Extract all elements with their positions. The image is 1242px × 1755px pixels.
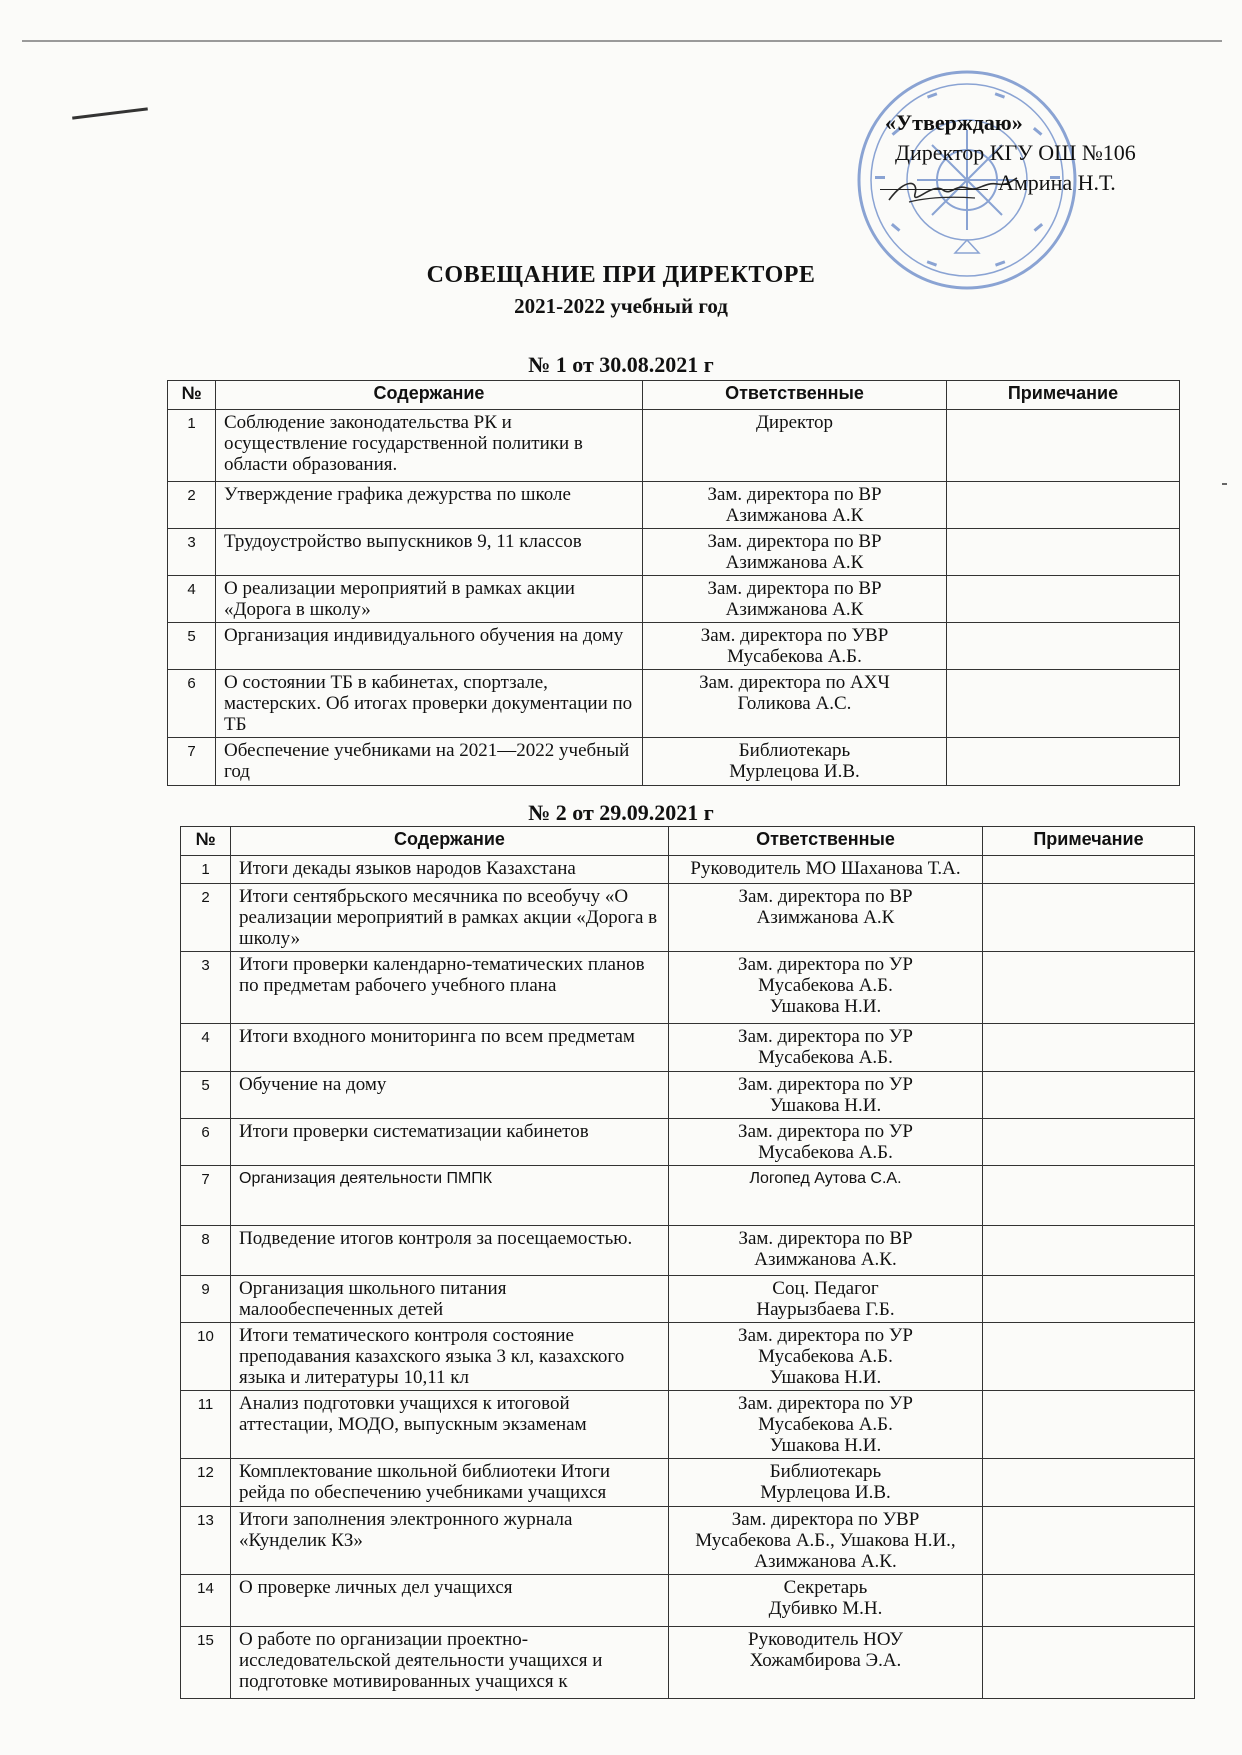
approval-block [860,108,1200,198]
row-note [983,1507,1195,1575]
approval-position: Директор КГУ ОШ №106 [895,140,1136,165]
row-note [947,529,1180,576]
row-number: 2 [168,482,216,529]
row-number: 11 [181,1391,231,1459]
table-row [181,1507,1195,1575]
table-row [181,1276,1195,1323]
row-number: 1 [181,856,231,884]
header-responsible: Ответственные [643,381,947,410]
row-number: 5 [181,1072,231,1119]
row-number: 4 [168,576,216,623]
row-number: 14 [181,1575,231,1627]
approval-signature-line [860,168,1200,198]
table-row [181,1459,1195,1507]
row-note [983,1391,1195,1459]
row-number: 6 [181,1119,231,1166]
row-content: Организация деятельности ПМПК [231,1166,669,1226]
row-content: Обеспечение учебниками на 2021—2022 учебный год [216,738,643,786]
row-content: О работе по организации проектно-исследовательской деятельности учащихся и подготовке мотивированных учащихся к [231,1627,669,1699]
table-row [168,482,1180,529]
row-responsible: Зам. директора по ВР Азимжанова А.К [643,576,947,623]
row-note [947,670,1180,738]
row-note [983,856,1195,884]
meeting-1-title: № 1 от 30.08.2021 г [528,352,714,377]
document-title: СОВЕЩАНИЕ ПРИ ДИРЕКТОРЕ [426,262,816,288]
row-content: Обучение на дому [231,1072,669,1119]
row-note [947,623,1180,670]
row-content: Трудоустройство выпускников 9, 11 классов [216,529,643,576]
row-responsible: Зам. директора по УВР Мусабекова А.Б., Ушакова Н.И., Азимжанова А.К. [669,1507,983,1575]
header-num: № [181,827,231,856]
row-responsible: Руководитель НОУ Хожамбирова Э.А. [669,1627,983,1699]
row-responsible: Зам. директора по УР Мусабекова А.Б. [669,1119,983,1166]
row-content: Итоги проверки систематизации кабинетов [231,1119,669,1166]
row-note [983,1072,1195,1119]
row-number: 3 [168,529,216,576]
row-note [983,1024,1195,1072]
row-note [947,410,1180,482]
row-number: 7 [168,738,216,786]
table-row [168,738,1180,786]
table-header-row [181,827,1195,856]
table-row [168,529,1180,576]
row-responsible: Зам. директора по ВР Азимжанова А.К [643,529,947,576]
table-row [181,1072,1195,1119]
row-responsible: Соц. Педагог Наурызбаева Г.Б. [669,1276,983,1323]
row-content: Итоги сентябрьского месячника по всеобучу «О реализации мероприятий в рамках акции «Дорога в школу» [231,884,669,952]
row-note [983,1323,1195,1391]
row-responsible: Библиотекарь Мурлецова И.В. [643,738,947,786]
row-number: 1 [168,410,216,482]
meeting-1-table [167,380,1180,786]
row-responsible: Зам. директора по УР Мусабекова А.Б. Ушакова Н.И. [669,1391,983,1459]
header-note: Примечание [947,381,1180,410]
row-responsible: Зам. директора по УР Мусабекова А.Б. Ушакова Н.И. [669,1323,983,1391]
academic-year: 2021-2022 учебный год [514,294,728,318]
table-row [181,1391,1195,1459]
table-row [168,623,1180,670]
row-note [983,1119,1195,1166]
meeting-2-table [180,826,1195,1699]
row-responsible: Руководитель МО Шаханова Т.А. [669,856,983,884]
header-content: Содержание [216,381,643,410]
row-responsible: Директор [643,410,947,482]
table-row [168,576,1180,623]
row-note [983,1276,1195,1323]
row-responsible: Зам. директора по АХЧ Голикова А.С. [643,670,947,738]
row-responsible: Зам. директора по УР Ушакова Н.И. [669,1072,983,1119]
row-responsible: Зам. директора по УР Мусабекова А.Б. [669,1024,983,1072]
approval-heading: «Утверждаю» [885,110,1023,135]
row-number: 2 [181,884,231,952]
row-responsible: Секретарь Дубивко М.Н. [669,1575,983,1627]
row-responsible: Зам. директора по УВР Мусабекова А.Б. [643,623,947,670]
row-note [983,1575,1195,1627]
table-row [181,1575,1195,1627]
meeting-1-rows [168,410,1180,786]
row-content: Утверждение графика дежурства по школе [216,482,643,529]
table-row [181,1119,1195,1166]
row-number: 5 [168,623,216,670]
row-note [947,482,1180,529]
row-number: 3 [181,952,231,1024]
row-content: Итоги проверки календарно-тематических планов по предметам рабочего учебного плана [231,952,669,1024]
approval-name: Амрина Н.Т. [998,170,1116,195]
row-responsible: Зам. директора по ВР Азимжанова А.К. [669,1226,983,1276]
row-content: Соблюдение законодательства РК и осуществление государственной политики в области образования. [216,410,643,482]
row-content: О состоянии ТБ в кабинетах, спортзале, мастерских. Об итогах проверки документации по ТБ [216,670,643,738]
row-note [947,738,1180,786]
row-content: Итоги тематического контроля состояние преподавания казахского языка 3 кл, казахского языка и литературы 10,11 кл [231,1323,669,1391]
table-row [168,410,1180,482]
row-content: О реализации мероприятий в рамках акции «Дорога в школу» [216,576,643,623]
row-number: 12 [181,1459,231,1507]
row-content: Организация школьного питания малообеспеченных детей [231,1276,669,1323]
table-row [181,884,1195,952]
row-note [983,1627,1195,1699]
row-number: 13 [181,1507,231,1575]
scan-speck [1222,483,1227,485]
pen-mark [72,107,148,119]
row-number: 10 [181,1323,231,1391]
row-responsible: Зам. директора по УР Мусабекова А.Б. Ушакова Н.И. [669,952,983,1024]
row-note [947,576,1180,623]
row-number: 4 [181,1024,231,1072]
row-responsible: Зам. директора по ВР Азимжанова А.К [643,482,947,529]
row-number: 9 [181,1276,231,1323]
row-content: Итоги входного мониторинга по всем предметам [231,1024,669,1072]
row-content: О проверке личных дел учащихся [231,1575,669,1627]
signature-underline [880,171,988,190]
table-row [181,1166,1195,1226]
table-row [181,1627,1195,1699]
table-row [181,1323,1195,1391]
row-responsible: Логопед Аутова С.А. [669,1166,983,1226]
row-content: Анализ подготовки учащихся к итоговой аттестации, МОДО, выпускным экзаменам [231,1391,669,1459]
row-note [983,884,1195,952]
table-row [168,670,1180,738]
row-content: Подведение итогов контроля за посещаемостью. [231,1226,669,1276]
row-content: Комплектование школьной библиотеки Итоги рейда по обеспечению учебниками учащихся [231,1459,669,1507]
row-number: 7 [181,1166,231,1226]
row-number: 6 [168,670,216,738]
row-number: 8 [181,1226,231,1276]
table-row [181,856,1195,884]
header-responsible: Ответственные [669,827,983,856]
row-content: Итоги заполнения электронного журнала «Кунделик КЗ» [231,1507,669,1575]
row-number: 15 [181,1627,231,1699]
header-num: № [168,381,216,410]
row-note [983,1459,1195,1507]
row-responsible: Зам. директора по ВР Азимжанова А.К [669,884,983,952]
table-header-row [168,381,1180,410]
meeting-2-rows [181,856,1195,1699]
row-responsible: Библиотекарь Мурлецова И.В. [669,1459,983,1507]
table-row [181,1226,1195,1276]
header-content: Содержание [231,827,669,856]
table-row [181,952,1195,1024]
row-content: Организация индивидуального обучения на дому [216,623,643,670]
table-row [181,1024,1195,1072]
header-note: Примечание [983,827,1195,856]
scan-edge-line [22,40,1222,42]
row-note [983,952,1195,1024]
row-note [983,1166,1195,1226]
meeting-2-title: № 2 от 29.09.2021 г [528,800,714,825]
row-content: Итоги декады языков народов Казахстана [231,856,669,884]
row-note [983,1226,1195,1276]
